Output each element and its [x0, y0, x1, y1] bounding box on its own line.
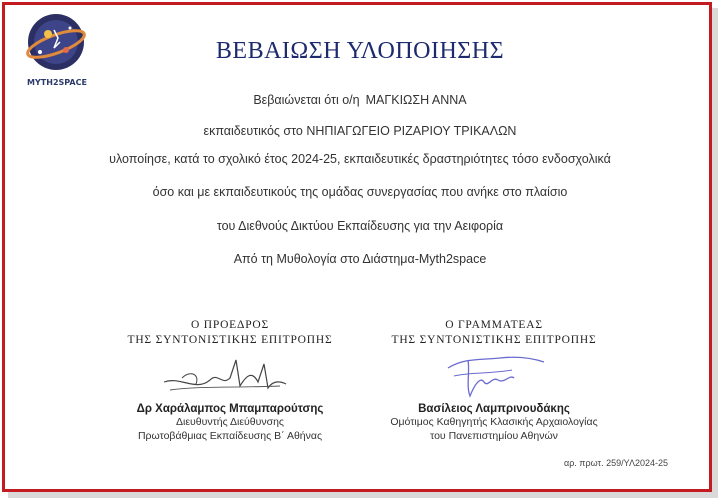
president-office: Πρωτοβάθμιας Εκπαίδευσης Β΄ Αθήνας [137, 430, 323, 442]
secretary-details [364, 403, 624, 443]
body-line-4: όσο και με εκπαιδευτικούς της ομάδας συνεργασίας που ανήκε στο πλαίσιο [152, 185, 568, 199]
protocol-number: αρ. πρωτ. 259/ΥΛ2024-25 [563, 458, 668, 468]
body-line-3: υλοποίησε, κατά το σχολικό έτος 2024-25, εκπαιδευτικές δραστηριότητες τόσο ενδοσχολικά [109, 152, 611, 166]
attest-prefix: Βεβαιώνεται ότι ο/η [253, 93, 360, 107]
president-details [100, 403, 360, 443]
secretary-title: Ομότιμος Καθηγητής Κλασικής Αρχαιολογίας [390, 416, 598, 428]
secretary-role: Ο ΓΡΑΜΜΑΤΕΑΣ [445, 319, 543, 331]
secretary-university: του Πανεπιστημίου Αθηνών [430, 430, 558, 442]
recipient-name: ΜΑΓΚΙΩΣΗ ΑΝΝΑ [365, 93, 467, 107]
certificate-title: ΒΕΒΑΙΩΣΗ ΥΛΟΠΟΙΗΣΗΣ [215, 38, 505, 64]
secretary-signature [440, 346, 550, 402]
secretary-name: Βασίλειος Λαμπρινουδάκης [418, 403, 570, 415]
body-line-6: Από τη Μυθολογία στο Διάστημα-Myth2space [233, 252, 487, 266]
president-title: Διευθυντής Διεύθυνσης [176, 416, 284, 428]
president-signature [160, 352, 290, 398]
secretary-signature-block [364, 318, 624, 348]
president-signature-block [100, 318, 360, 348]
president-role: Ο ΠΡΟΕΔΡΟΣ [191, 319, 269, 331]
body-line-5: του Διεθνούς Δικτύου Εκπαίδευσης για την Αειφορία [216, 219, 504, 233]
body-line-2: εκπαιδευτικός στο ΝΗΠΙΑΓΩΓΕΙΟ ΡΙΖΑΡΙΟΥ ΤΡΙΚΑΛΩΝ [203, 124, 517, 138]
president-name: Δρ Χαράλαμπος Μπαμπαρούτσης [136, 403, 324, 415]
secretary-committee: ΤΗΣ ΣΥΝΤΟΝΙΣΤΙΚΗΣ ΕΠΙΤΡΟΠΗΣ [391, 334, 597, 346]
logo-text: MYTH2SPACE [27, 78, 87, 87]
body-line-1 [0, 93, 720, 107]
president-committee: ΤΗΣ ΣΥΝΤΟΝΙΣΤΙΚΗΣ ΕΠΙΤΡΟΠΗΣ [127, 334, 333, 346]
